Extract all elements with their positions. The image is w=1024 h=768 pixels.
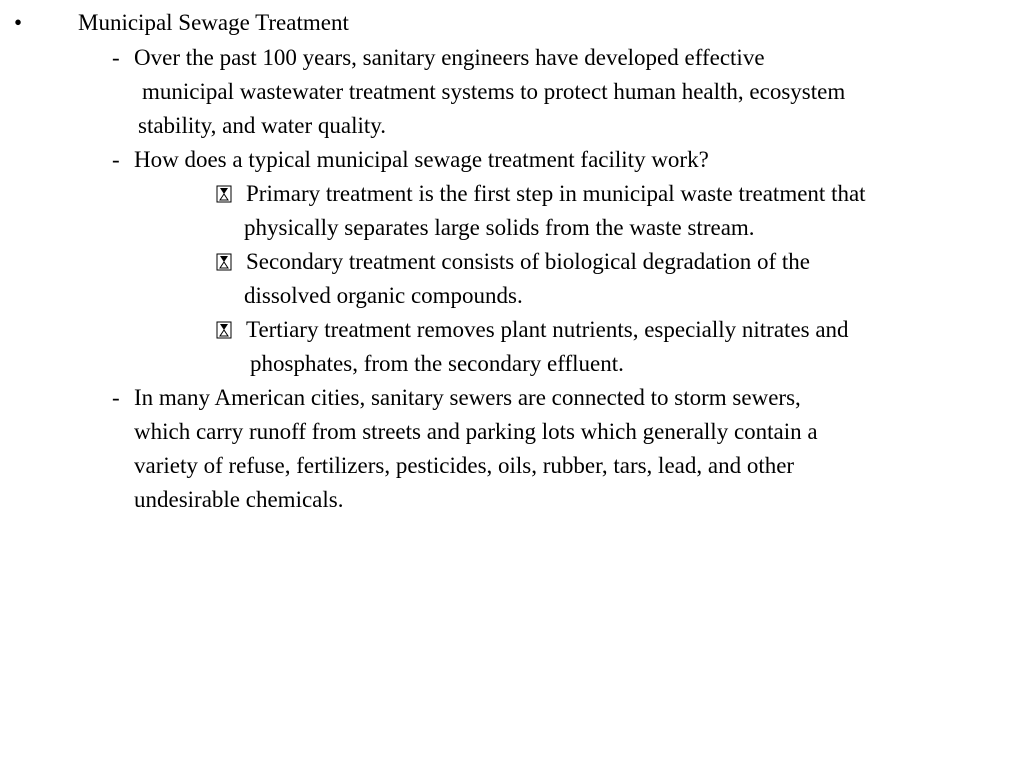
- point-3-first-line: [112, 384, 801, 412]
- heading-title: Municipal Sewage Treatment: [78, 10, 349, 35]
- hourglass-icon: [216, 185, 232, 203]
- point-3-line-2: which carry runoff from streets and parking lots which generally contain a: [134, 419, 818, 444]
- subpoint-3-line-1: Tertiary treatment removes plant nutrients, especially nitrates and: [246, 317, 849, 342]
- point-1-line-3: stability, and water quality.: [138, 113, 387, 138]
- subpoint-2-line-1: Secondary treatment consists of biological degradation of the: [246, 249, 810, 274]
- dash-marker: -: [112, 45, 120, 70]
- heading-row: [14, 9, 44, 37]
- subpoint-1-line-1: Primary treatment is the first step in municipal waste treatment that: [246, 181, 866, 206]
- point-1-line-2: municipal wastewater treatment systems to protect human health, ecosystem: [142, 79, 846, 104]
- point-2-line-1: How does a typical municipal sewage treatment facility work?: [134, 147, 709, 172]
- subpoint-2-line-2: dissolved organic compounds.: [244, 283, 523, 308]
- subpoint-1-first-line: [216, 180, 866, 208]
- point-1-first-line: [112, 44, 765, 72]
- point-1-line-1: Over the past 100 years, sanitary engineers have developed effective: [134, 45, 765, 70]
- heading-bullet: •: [14, 10, 23, 35]
- hourglass-icon: [216, 321, 232, 339]
- point-3-line-3: variety of refuse, fertilizers, pesticides, oils, rubber, tars, lead, and other: [134, 453, 795, 478]
- subpoint-1-line-2: physically separates large solids from the waste stream.: [244, 215, 755, 240]
- dash-marker: -: [112, 147, 120, 172]
- dash-marker: -: [112, 385, 120, 410]
- point-3-line-1: In many American cities, sanitary sewers are connected to storm sewers,: [134, 385, 801, 410]
- point-2-first-line: [112, 146, 709, 174]
- subpoint-3-first-line: [216, 316, 849, 344]
- subpoint-3-line-2: phosphates, from the secondary effluent.: [250, 351, 624, 376]
- subpoint-2-first-line: [216, 248, 810, 276]
- point-3-line-4: undesirable chemicals.: [134, 487, 344, 512]
- hourglass-icon: [216, 253, 232, 271]
